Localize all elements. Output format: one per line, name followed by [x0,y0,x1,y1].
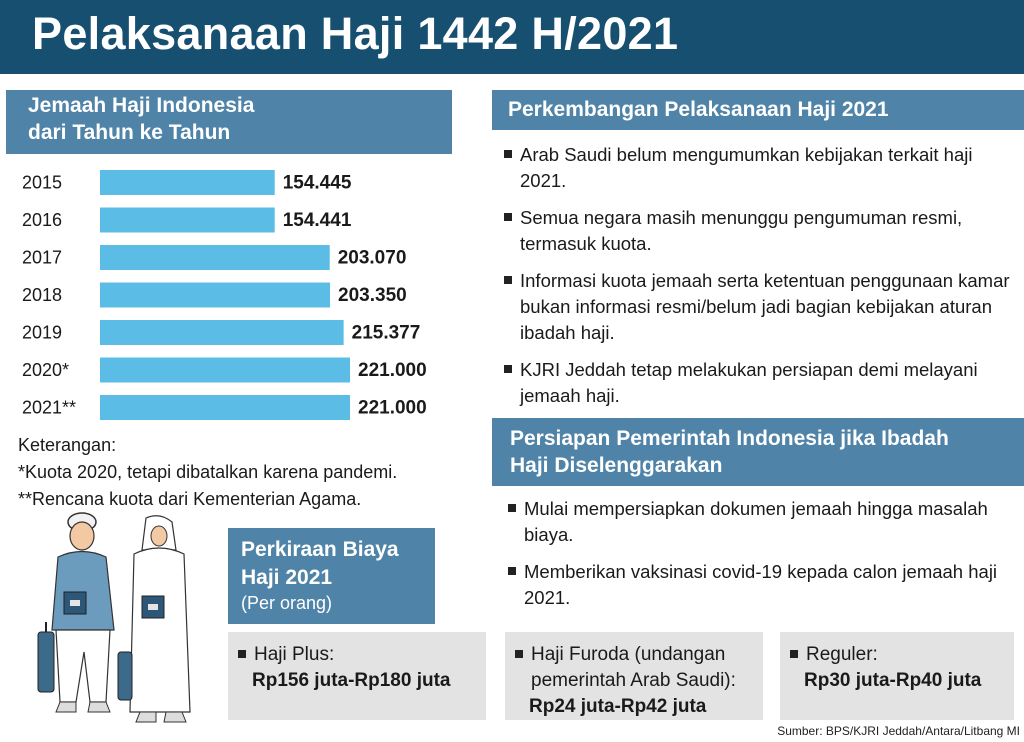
development-panel-title [492,90,1024,130]
reguler-label: Reguler: [790,642,1014,668]
cost-panel-title [228,528,435,624]
preparation-list [506,496,1022,622]
category-label: 2019 [22,322,63,343]
haji-plus-label: Haji Plus: [238,642,486,668]
chart-notes [18,432,397,513]
preparation-item: Memberikan vaksinasi covid-19 kepada calon jemaah haji 2021. [506,559,1022,611]
female-pilgrim-icon [118,516,190,722]
cost-title-line2: Haji 2021 [241,566,333,589]
haji-furoda-value: Rp24 juta-Rp42 juta [529,696,707,717]
development-list [502,142,1022,420]
category-label: 2017 [22,247,63,268]
cost-title-line1: Perkiraan Biaya [241,538,399,561]
value-label: 221.000 [358,360,427,381]
source-credit: Sumber: BPS/KJRI Jeddah/Antara/Litbang MI [777,724,1020,738]
preparation-panel-title [492,418,1024,486]
bar [100,395,350,420]
page-title: Pelaksanaan Haji 1442 H/2021 [32,8,679,59]
header-banner [0,0,1024,74]
development-title: Perkembangan Pelaksanaan Haji 2021 [508,98,889,121]
bar-chart [0,160,460,425]
category-label: 2020* [22,360,70,380]
value-label: 154.445 [282,172,352,194]
category-label: 2016 [22,210,63,230]
development-item: Semua negara masih menunggu pengumuman resmi, termasuk kuota. [502,205,1022,257]
bar [100,245,330,270]
cost-box-reguler [780,632,1014,720]
cost-box-haji-plus [228,632,486,720]
value-label: 221.000 [358,397,427,419]
note-line-1: *Kuota 2020, tetapi dibatalkan karena pandemi. [18,462,398,482]
haji-plus-value: Rp156 juta-Rp180 juta [252,670,451,691]
cost-subtitle: (Per orang) [241,593,333,613]
notes-heading: Keterangan: [18,435,117,455]
preparation-item: Mulai mempersiapkan dokumen jemaah hingga masalah biaya. [506,496,1022,548]
chart-panel-title [6,90,452,154]
development-item: Informasi kuota jemaah serta ketentuan penggunaan kamar bukan informasi resmi/belum jadi bagian kebijakan aturan ibadah haji. [502,268,1022,346]
bar [100,358,350,383]
bar [100,320,344,345]
category-label: 2015 [22,172,63,193]
male-pilgrim-icon [38,513,114,712]
preparation-title-line1: Persiapan Pemerintah Indonesia jika Ibadah [510,427,949,450]
chart-title-line1: Jemaah Haji Indonesia [28,94,255,117]
preparation-title-line2: Haji Diselenggarakan [510,454,723,477]
value-label: 154.441 [282,210,352,231]
category-label: 2018 [22,285,63,305]
category-label: 2021** [22,397,77,418]
value-label: 203.350 [338,285,407,306]
note-line-2: **Rencana kuota dari Kementerian Agama. [18,489,362,509]
pilgrims-illustration [30,512,210,730]
chart-title-line2: dari Tahun ke Tahun [28,121,231,144]
development-item: Arab Saudi belum mengumumkan kebijakan terkait haji 2021. [502,142,1022,194]
haji-furoda-label-line2: pemerintah Arab Saudi): [531,670,736,691]
haji-furoda-label-line1: Haji Furoda (undangan [515,642,763,668]
cost-box-haji-furoda [505,632,763,720]
bar [100,283,330,308]
bar [100,208,275,233]
value-label: 215.377 [351,322,421,344]
reguler-value: Rp30 juta-Rp40 juta [804,670,982,691]
value-label: 203.070 [337,247,407,269]
bar [100,170,275,195]
development-item: KJRI Jeddah tetap melakukan persiapan demi melayani jemaah haji. [502,357,1022,409]
